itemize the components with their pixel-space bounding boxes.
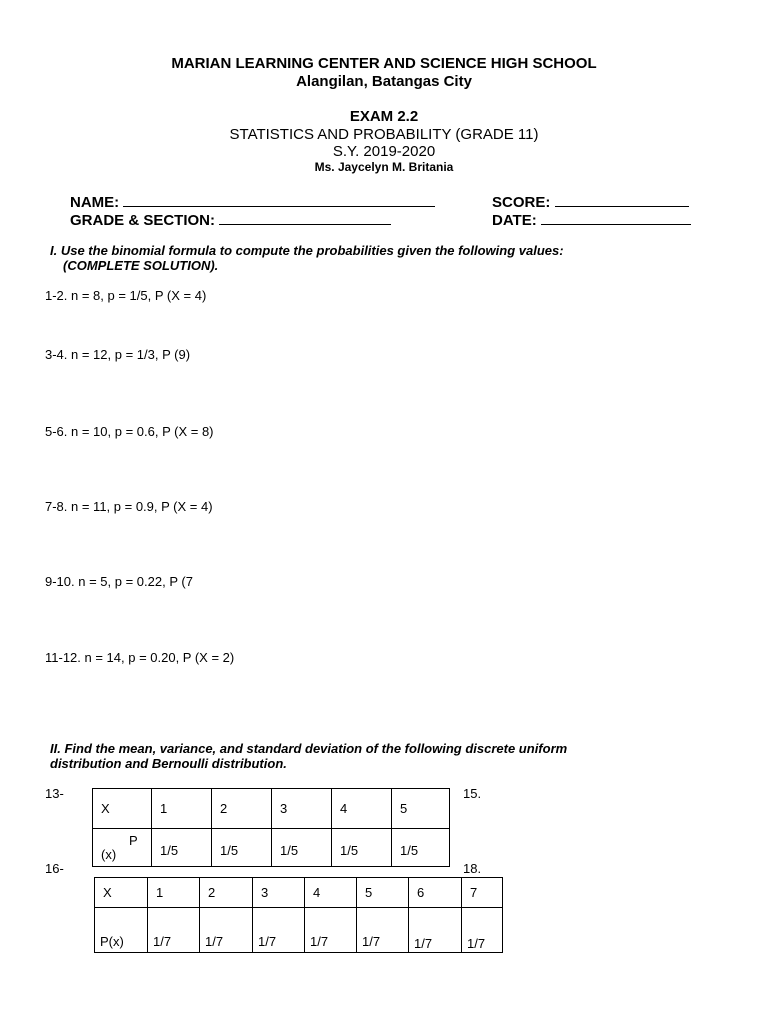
part2-instruction-line1: II. Find the mean, variance, and standard deviation of the following discrete uniform (50, 741, 568, 756)
table-row (95, 908, 503, 953)
table-row (95, 878, 503, 908)
grade-section-label: GRADE & SECTION: (70, 212, 216, 229)
table-cell: 1/5 (392, 829, 450, 867)
table-cell: 1/7 (357, 908, 409, 953)
table-cell: 1 (152, 789, 212, 829)
table-cell: 1/7 (305, 908, 357, 953)
part1-instruction-line1: I. Use the binomial formula to compute the probabilities given the following values: (50, 243, 564, 258)
date-blank[interactable] (541, 210, 691, 225)
score-blank[interactable] (555, 192, 689, 207)
table-row (93, 829, 450, 867)
table-cell: 1/7 (200, 908, 253, 953)
problem-item: 1-2. n = 8, p = 1/5, P (X = 4) (45, 288, 207, 303)
exam-title: EXAM 2.2 (349, 108, 419, 125)
score-label: SCORE: (492, 194, 551, 211)
table-cell: 7 (462, 878, 503, 908)
score-field (492, 192, 689, 211)
grade-section-blank[interactable] (219, 210, 391, 225)
table-cell: 1/5 (272, 829, 332, 867)
problem-item: 7-8. n = 11, p = 0.9, P (X = 4) (45, 499, 213, 514)
problem-item: 3-4. n = 12, p = 1/3, P (9) (45, 347, 191, 362)
table-cell: 1 (148, 878, 200, 908)
table-cell: 5 (392, 789, 450, 829)
table2-start-label: 16- (45, 861, 64, 876)
table-cell: 2 (212, 789, 272, 829)
prob-label-top: P (129, 832, 138, 848)
table-cell: 3 (253, 878, 305, 908)
teacher-name: Ms. Jaycelyn M. Britania (314, 160, 454, 174)
school-year: S.Y. 2019-2020 (332, 143, 436, 160)
table-cell: 1/5 (332, 829, 392, 867)
name-blank[interactable] (123, 192, 435, 207)
problem-item: 9-10. n = 5, p = 0.22, P (7 (45, 574, 193, 589)
table-cell: 2 (200, 878, 253, 908)
school-address: Alangilan, Batangas City (296, 73, 472, 90)
table-cell: P(x) (95, 908, 148, 953)
table2-end-label: 18. (463, 861, 482, 876)
table-cell: 4 (332, 789, 392, 829)
bernoulli-distribution-table (94, 877, 503, 953)
table1-end-label: 15. (463, 786, 482, 801)
table1-start-label: 13- (45, 786, 64, 801)
date-field (492, 210, 691, 229)
prob-label-bottom: (x) (101, 846, 117, 862)
problem-item: 11-12. n = 14, p = 0.20, P (X = 2) (45, 650, 235, 665)
name-label: NAME: (70, 194, 120, 211)
table-row (93, 789, 450, 829)
table-cell: 5 (357, 878, 409, 908)
table-cell: 4 (305, 878, 357, 908)
problem-item: 5-6. n = 10, p = 0.6, P (X = 8) (45, 424, 214, 439)
table-cell: 1/7 (462, 908, 503, 953)
table-cell: X (93, 789, 152, 829)
table-cell: 1/7 (409, 908, 462, 953)
table-cell: X (95, 878, 148, 908)
part1-instruction-line2: (COMPLETE SOLUTION). (63, 258, 219, 273)
name-field (70, 192, 435, 211)
school-name: MARIAN LEARNING CENTER AND SCIENCE HIGH SCHOOL (171, 55, 597, 72)
table-cell: 1/5 (152, 829, 212, 867)
table-cell: 1/7 (148, 908, 200, 953)
table-cell: 3 (272, 789, 332, 829)
uniform-distribution-table (92, 788, 450, 867)
table-cell: 6 (409, 878, 462, 908)
table-cell (93, 829, 152, 867)
subject-title: STATISTICS AND PROBABILITY (GRADE 11) (229, 126, 539, 143)
table-cell: 1/5 (212, 829, 272, 867)
part2-instruction-line2: distribution and Bernoulli distribution. (50, 756, 287, 771)
table-cell: 1/7 (253, 908, 305, 953)
grade-section-field (70, 210, 391, 229)
date-label: DATE: (492, 212, 537, 229)
